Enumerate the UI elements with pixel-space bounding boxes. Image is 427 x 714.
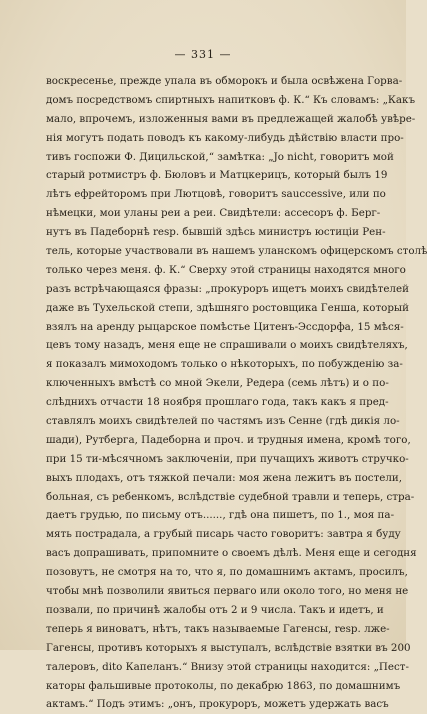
text-line: мять пострадала, а грубый писарь часто говоритъ: завтра я буду [46,528,401,541]
text-line: старый ротмистръ ф. Бюловъ и Матцкерицъ, который былъ 19 [46,169,388,182]
text-line: взялъ на аренду рыцарское помѣстье Цитенъ-Эссдорфа, 15 мѣся- [46,320,404,333]
text-line: нія могутъ подать поводъ къ какому-либудь дѣйствію власти про- [46,131,404,144]
text-line: лѣтъ ефрейторомъ при Лютцовѣ, говоритъ saucсessive, или по [46,188,386,201]
text-line: тивъ госпожи Ф. Дицильской,“ замѣтка: „Jo nicht, говоритъ мой [46,150,394,163]
text-line: слѣднихъ отчасти 18 ноября прошлаго года, такъ какъ я пред- [46,396,389,409]
text-line: нутъ въ Падеборнѣ resp. бывшій здѣсь министръ юстиціи Рен- [46,226,386,239]
text-line: мало, впрочемъ, изложенныя вами въ предлежащей жалобѣ увѣре- [46,112,416,125]
text-line: выхъ плодахъ, отъ тяжкой печали: моя жена лежитъ въ постели, [46,471,403,484]
page-number: — 331 — [174,48,232,61]
text-line: актамъ.“ Подъ этимъ: „онъ, прокуроръ, можетъ удержать васъ [46,698,389,711]
text-line: шади), Рутберга, Падеборна и проч. и трудныя имена, кромѣ того, [46,433,411,446]
text-line: теперь я виноватъ, нѣтъ, такъ называемые Гагенсы, resp. лже- [46,622,390,635]
text-line: васъ допрашивать, припомните о своемъ дѣлѣ. Меня еще и сегодня [46,547,417,560]
text-line: цевъ тому назадъ, меня еще не спрашивали о моихъ свидѣтеляхъ, [46,339,408,352]
text-line: я показалъ мимоходомъ только о нѣкоторыхъ, по побужденію за- [46,358,403,371]
text-line: нѣмецки, мои уланы реи а реи. Свидѣтели: ассесоръ ф. Берг- [46,207,381,220]
text-line: талеровъ, dito Капеланъ.“ Внизу этой страницы находится: „Пест- [46,660,409,673]
text-line: тель, которые участвовали въ нашемъ уланскомъ офицерскомъ столѣ [46,245,427,258]
text-line: разъ встрѣчающаяся фразы: „прокуроръ ищетъ моихъ свидѣтелей [46,282,409,295]
body-text [46,72,427,714]
text-line: ключенныхъ вмѣстѣ со мной Экели, Редера (семь лѣтъ) и о по- [46,377,389,390]
text-line: ставлялъ моихъ свидѣтелей по частямъ изъ Сенне (гдѣ дикія ло- [46,415,400,428]
text-line: при 15 ти-мѣсячномъ заключеніи, при пучащихъ животъ стручко- [46,452,409,465]
text-line: воскресенье, прежде упала въ обморокъ и была освѣжена Горва- [46,75,403,87]
text-line: больная, съ ребенкомъ, вслѣдствіе судебной травли и теперь, стра- [46,490,415,503]
text-line: только через меня. ф. К.“ Сверху этой страницы находятся много [46,263,406,276]
text-line: домъ посредствомъ спиртныхъ напитковъ ф. К.“ Къ словамъ: „Какъ [46,93,416,106]
text-line: позвали, по причинѣ жалобы отъ 2 и 9 числа. Такъ и идетъ, и [46,603,384,616]
text-line: чтобы мнѣ позволили явиться перваго или около того, но меня не [46,585,409,598]
text-line: Гагенсы, противъ которыхъ я выступалъ, вслѣдствіе взятки въ 200 [46,641,411,654]
text-line: даетъ грудью, по письму отъ......, гдѣ она пишетъ, по 1., моя па- [46,509,395,522]
text-line: позовутъ, не смотря на то, что я, по домашнимъ актамъ, просилъ, [46,566,408,579]
text-line: даже въ Тухельской степи, здѣшняго ростовщика Генша, который [46,301,409,314]
text-line: каторы фальшивые протоколы, по декабрю 1863, по домашнимъ [46,679,401,692]
